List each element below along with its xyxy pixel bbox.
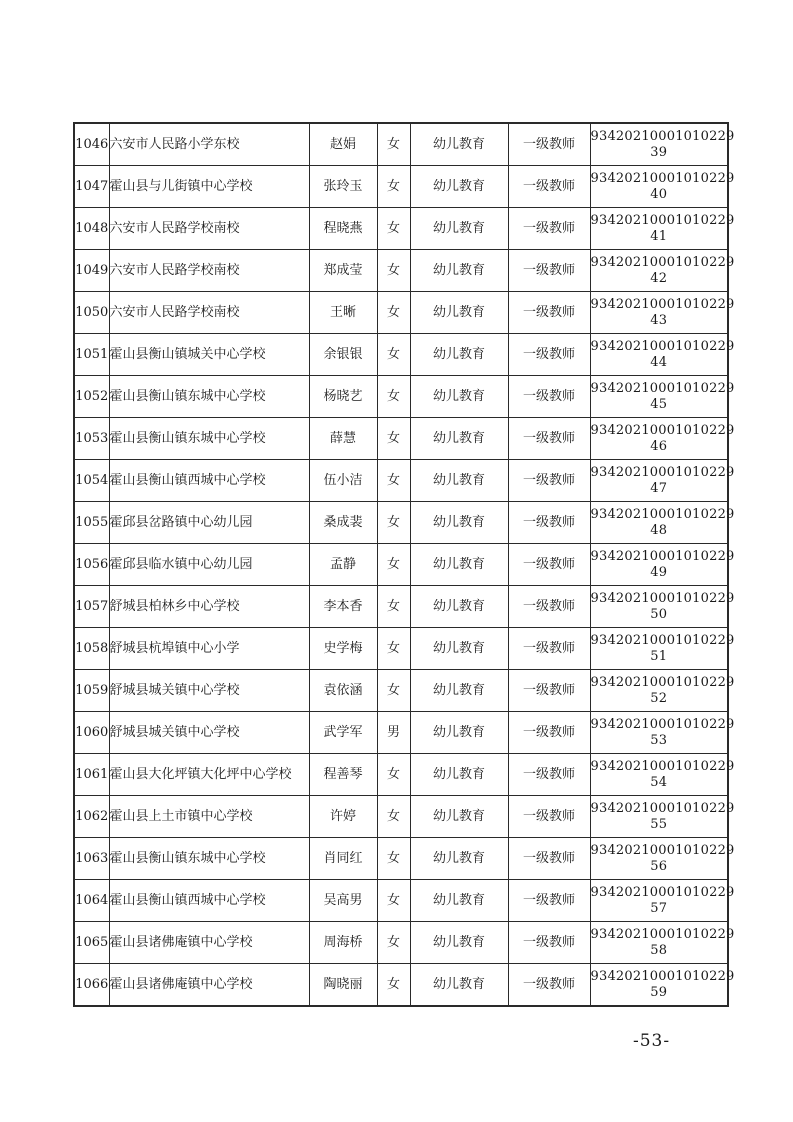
school-name-cell: 舒城县城关镇中心学校 (109, 670, 309, 712)
certificate-number-cell (590, 964, 735, 1007)
row-number-cell: 1046 (74, 123, 109, 166)
certificate-number-line2: 48 (650, 522, 668, 538)
professional-title-cell: 一级教师 (508, 166, 590, 208)
subject-cell: 幼儿教育 (410, 208, 508, 250)
row-number-cell: 1058 (74, 628, 109, 670)
row-number-cell: 1059 (74, 670, 109, 712)
certificate-number-cell (590, 166, 735, 208)
row-number-cell: 1055 (74, 502, 109, 544)
row-number-cell: 1054 (74, 460, 109, 502)
certificate-number-line2: 52 (650, 690, 668, 706)
school-name-cell: 霍邱县临水镇中心幼儿园 (109, 544, 309, 586)
certificate-number-line1: 93420210001010229 (590, 464, 735, 480)
certificate-number-cell (590, 292, 735, 334)
certificate-number-line1: 93420210001010229 (590, 716, 735, 732)
teacher-name-cell: 吴高男 (309, 880, 377, 922)
gender-cell: 女 (377, 502, 410, 544)
certificate-number-cell (590, 502, 735, 544)
row-number-cell: 1050 (74, 292, 109, 334)
certificate-number-cell (590, 544, 735, 586)
professional-title-cell: 一级教师 (508, 838, 590, 880)
professional-title-cell: 一级教师 (508, 586, 590, 628)
table-row (74, 754, 728, 796)
professional-title-cell: 一级教师 (508, 123, 590, 166)
school-name-cell: 舒城县柏林乡中心学校 (109, 586, 309, 628)
table-row (74, 418, 728, 460)
gender-cell: 女 (377, 334, 410, 376)
certificate-number-line1: 93420210001010229 (590, 590, 735, 606)
certificate-number-line1: 93420210001010229 (590, 296, 735, 312)
subject-cell: 幼儿教育 (410, 376, 508, 418)
professional-title-cell: 一级教师 (508, 628, 590, 670)
table-row (74, 670, 728, 712)
gender-cell: 女 (377, 922, 410, 964)
certificate-number-line1: 93420210001010229 (590, 842, 735, 858)
certificate-number-line2: 46 (650, 438, 668, 454)
teacher-name-cell: 赵娟 (309, 123, 377, 166)
teacher-name-cell: 陶晓丽 (309, 964, 377, 1007)
gender-cell: 女 (377, 544, 410, 586)
teacher-name-cell: 史学梅 (309, 628, 377, 670)
gender-cell: 女 (377, 418, 410, 460)
professional-title-cell: 一级教师 (508, 880, 590, 922)
subject-cell: 幼儿教育 (410, 544, 508, 586)
gender-cell: 女 (377, 166, 410, 208)
table-row (74, 922, 728, 964)
gender-cell: 女 (377, 376, 410, 418)
teacher-name-cell: 余银银 (309, 334, 377, 376)
teacher-name-cell: 武学军 (309, 712, 377, 754)
subject-cell: 幼儿教育 (410, 796, 508, 838)
certificate-number-cell (590, 208, 735, 250)
certificate-number-line2: 49 (650, 564, 668, 580)
certificate-number-line1: 93420210001010229 (590, 800, 735, 816)
certificate-number-line2: 57 (650, 900, 668, 916)
table-row (74, 292, 728, 334)
certificate-number-line2: 54 (650, 774, 668, 790)
gender-cell: 女 (377, 670, 410, 712)
certificate-number-line2: 39 (650, 144, 668, 160)
school-name-cell: 霍山县衡山镇城关中心学校 (109, 334, 309, 376)
certificate-number-cell (590, 670, 735, 712)
gender-cell: 女 (377, 880, 410, 922)
gender-cell: 女 (377, 292, 410, 334)
teacher-name-cell: 薛慧 (309, 418, 377, 460)
subject-cell: 幼儿教育 (410, 880, 508, 922)
certificate-number-line1: 93420210001010229 (590, 380, 735, 396)
row-number-cell: 1063 (74, 838, 109, 880)
certificate-number-line2: 42 (650, 270, 668, 286)
certificate-number-line1: 93420210001010229 (590, 968, 735, 984)
certificate-number-cell (590, 418, 735, 460)
school-name-cell: 舒城县城关镇中心学校 (109, 712, 309, 754)
teacher-name-cell: 伍小洁 (309, 460, 377, 502)
certificate-number-cell (590, 796, 735, 838)
professional-title-cell: 一级教师 (508, 418, 590, 460)
gender-cell: 女 (377, 754, 410, 796)
certificate-number-line2: 58 (650, 942, 668, 958)
certificate-number-line1: 93420210001010229 (590, 212, 735, 228)
certificate-number-line2: 45 (650, 396, 668, 412)
certificate-number-line1: 93420210001010229 (590, 632, 735, 648)
professional-title-cell: 一级教师 (508, 502, 590, 544)
school-name-cell: 六安市人民路学校南校 (109, 292, 309, 334)
row-number-cell: 1061 (74, 754, 109, 796)
table-row (74, 334, 728, 376)
table-row (74, 376, 728, 418)
gender-cell: 女 (377, 460, 410, 502)
table-row (74, 796, 728, 838)
certificate-number-cell (590, 628, 735, 670)
teacher-name-cell: 袁依涵 (309, 670, 377, 712)
school-name-cell: 霍山县衡山镇东城中心学校 (109, 838, 309, 880)
table-row (74, 838, 728, 880)
professional-title-cell: 一级教师 (508, 376, 590, 418)
school-name-cell: 霍山县与儿街镇中心学校 (109, 166, 309, 208)
table-row (74, 123, 728, 166)
certificate-number-line2: 56 (650, 858, 668, 874)
subject-cell: 幼儿教育 (410, 292, 508, 334)
subject-cell: 幼儿教育 (410, 754, 508, 796)
certificate-number-cell (590, 838, 735, 880)
teacher-name-cell: 孟静 (309, 544, 377, 586)
certificate-number-line1: 93420210001010229 (590, 674, 735, 690)
teacher-name-cell: 周海桥 (309, 922, 377, 964)
subject-cell: 幼儿教育 (410, 123, 508, 166)
subject-cell: 幼儿教育 (410, 628, 508, 670)
certificate-number-cell (590, 250, 735, 292)
table-row (74, 544, 728, 586)
row-number-cell: 1053 (74, 418, 109, 460)
row-number-cell: 1065 (74, 922, 109, 964)
row-number-cell: 1066 (74, 964, 109, 1007)
subject-cell: 幼儿教育 (410, 670, 508, 712)
teacher-roster-table (73, 122, 735, 1007)
teacher-name-cell: 肖同红 (309, 838, 377, 880)
certificate-number-line1: 93420210001010229 (590, 506, 735, 522)
school-name-cell: 六安市人民路小学东校 (109, 123, 309, 166)
school-name-cell: 六安市人民路学校南校 (109, 208, 309, 250)
school-name-cell: 霍山县大化坪镇大化坪中心学校 (109, 754, 309, 796)
gender-cell: 男 (377, 712, 410, 754)
certificate-number-cell (590, 712, 735, 754)
school-name-cell: 霍山县衡山镇西城中心学校 (109, 460, 309, 502)
professional-title-cell: 一级教师 (508, 460, 590, 502)
table-row (74, 166, 728, 208)
row-number-cell: 1056 (74, 544, 109, 586)
school-name-cell: 六安市人民路学校南校 (109, 250, 309, 292)
certificate-number-line2: 53 (650, 732, 668, 748)
certificate-number-line2: 40 (650, 186, 668, 202)
certificate-number-line1: 93420210001010229 (590, 254, 735, 270)
school-name-cell: 霍山县衡山镇东城中心学校 (109, 376, 309, 418)
school-name-cell: 霍山县诸佛庵镇中心学校 (109, 964, 309, 1007)
gender-cell: 女 (377, 964, 410, 1007)
row-number-cell: 1052 (74, 376, 109, 418)
teacher-name-cell: 王晰 (309, 292, 377, 334)
certificate-number-line2: 51 (650, 648, 668, 664)
professional-title-cell: 一级教师 (508, 712, 590, 754)
subject-cell: 幼儿教育 (410, 460, 508, 502)
certificate-number-cell (590, 334, 735, 376)
subject-cell: 幼儿教育 (410, 334, 508, 376)
gender-cell: 女 (377, 123, 410, 166)
page-number: -53- (633, 1031, 671, 1051)
certificate-number-cell (590, 586, 735, 628)
certificate-number-line2: 43 (650, 312, 668, 328)
professional-title-cell: 一级教师 (508, 544, 590, 586)
table-body (74, 123, 735, 1006)
certificate-number-line1: 93420210001010229 (590, 422, 735, 438)
certificate-number-line1: 93420210001010229 (590, 926, 735, 942)
table-row (74, 712, 728, 754)
teacher-name-cell: 程善琴 (309, 754, 377, 796)
teacher-name-cell: 许婷 (309, 796, 377, 838)
table-row (74, 628, 728, 670)
subject-cell: 幼儿教育 (410, 166, 508, 208)
teacher-name-cell: 郑成莹 (309, 250, 377, 292)
subject-cell: 幼儿教育 (410, 502, 508, 544)
table-row (74, 460, 728, 502)
certificate-number-line2: 47 (650, 480, 668, 496)
professional-title-cell: 一级教师 (508, 334, 590, 376)
subject-cell: 幼儿教育 (410, 418, 508, 460)
row-number-cell: 1057 (74, 586, 109, 628)
gender-cell: 女 (377, 628, 410, 670)
school-name-cell: 霍山县上土市镇中心学校 (109, 796, 309, 838)
school-name-cell: 霍山县诸佛庵镇中心学校 (109, 922, 309, 964)
certificate-number-cell (590, 376, 735, 418)
certificate-number-line1: 93420210001010229 (590, 128, 735, 144)
certificate-number-line1: 93420210001010229 (590, 170, 735, 186)
certificate-number-line1: 93420210001010229 (590, 758, 735, 774)
professional-title-cell: 一级教师 (508, 796, 590, 838)
row-number-cell: 1048 (74, 208, 109, 250)
professional-title-cell: 一级教师 (508, 670, 590, 712)
subject-cell: 幼儿教育 (410, 964, 508, 1007)
professional-title-cell: 一级教师 (508, 292, 590, 334)
school-name-cell: 霍山县衡山镇西城中心学校 (109, 880, 309, 922)
school-name-cell: 霍山县衡山镇东城中心学校 (109, 418, 309, 460)
row-number-cell: 1051 (74, 334, 109, 376)
certificate-number-line2: 55 (650, 816, 668, 832)
gender-cell: 女 (377, 586, 410, 628)
certificate-number-cell (590, 922, 735, 964)
gender-cell: 女 (377, 796, 410, 838)
row-number-cell: 1049 (74, 250, 109, 292)
subject-cell: 幼儿教育 (410, 922, 508, 964)
subject-cell: 幼儿教育 (410, 250, 508, 292)
certificate-number-cell (590, 754, 735, 796)
professional-title-cell: 一级教师 (508, 208, 590, 250)
row-number-cell: 1047 (74, 166, 109, 208)
table-row (74, 586, 728, 628)
row-number-cell: 1062 (74, 796, 109, 838)
subject-cell: 幼儿教育 (410, 712, 508, 754)
gender-cell: 女 (377, 838, 410, 880)
professional-title-cell: 一级教师 (508, 922, 590, 964)
table-row (74, 880, 728, 922)
certificate-number-cell (590, 460, 735, 502)
subject-cell: 幼儿教育 (410, 586, 508, 628)
table-row (74, 964, 728, 1007)
teacher-name-cell: 桑成裴 (309, 502, 377, 544)
row-number-cell: 1064 (74, 880, 109, 922)
certificate-number-line2: 59 (650, 984, 668, 1000)
table-row (74, 250, 728, 292)
school-name-cell: 霍邱县岔路镇中心幼儿园 (109, 502, 309, 544)
professional-title-cell: 一级教师 (508, 250, 590, 292)
table-row (74, 208, 728, 250)
gender-cell: 女 (377, 250, 410, 292)
gender-cell: 女 (377, 208, 410, 250)
teacher-name-cell: 张玲玉 (309, 166, 377, 208)
certificate-number-cell (590, 123, 735, 166)
certificate-number-line1: 93420210001010229 (590, 884, 735, 900)
certificate-number-cell (590, 880, 735, 922)
certificate-number-line2: 44 (650, 354, 668, 370)
certificate-number-line2: 50 (650, 606, 668, 622)
professional-title-cell: 一级教师 (508, 754, 590, 796)
table-row (74, 502, 728, 544)
school-name-cell: 舒城县杭埠镇中心小学 (109, 628, 309, 670)
teacher-name-cell: 李本香 (309, 586, 377, 628)
professional-title-cell: 一级教师 (508, 964, 590, 1007)
teacher-name-cell: 程晓燕 (309, 208, 377, 250)
subject-cell: 幼儿教育 (410, 838, 508, 880)
certificate-number-line1: 93420210001010229 (590, 548, 735, 564)
certificate-number-line1: 93420210001010229 (590, 338, 735, 354)
row-number-cell: 1060 (74, 712, 109, 754)
teacher-name-cell: 杨晓艺 (309, 376, 377, 418)
certificate-number-line2: 41 (650, 228, 668, 244)
